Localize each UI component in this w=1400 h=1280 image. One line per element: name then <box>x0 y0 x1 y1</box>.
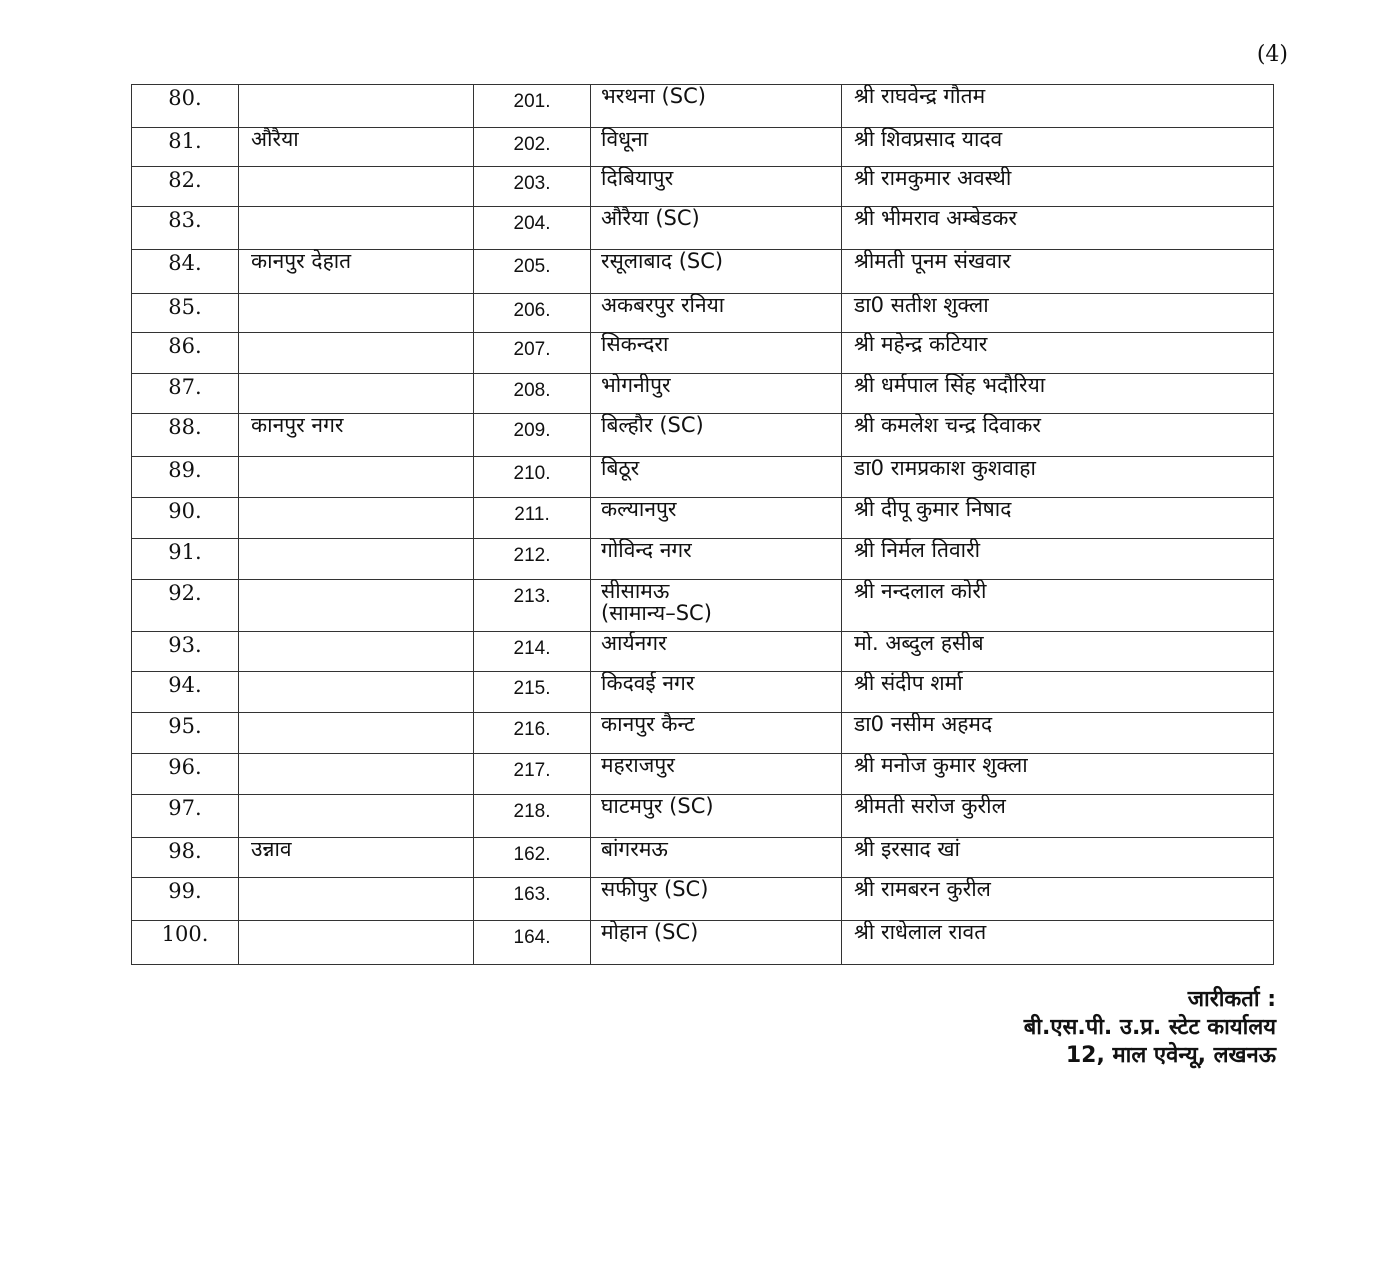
serial-number: 93. <box>132 632 239 672</box>
constituency-name-text: बिल्हौर (SC) <box>601 413 704 437</box>
table-row <box>132 795 1274 838</box>
district-name <box>239 580 474 632</box>
district-name <box>239 85 474 128</box>
serial-number: 83. <box>132 207 239 250</box>
constituency-number: 164. <box>474 921 591 965</box>
table-row <box>132 333 1274 374</box>
candidate-name: मो. अब्दुल हसीब <box>842 632 1274 672</box>
table-row <box>132 374 1274 414</box>
constituency-name <box>591 672 842 713</box>
table-row <box>132 457 1274 498</box>
constituency-name <box>591 795 842 838</box>
constituency-name <box>591 632 842 672</box>
table-row <box>132 294 1274 333</box>
serial-number: 97. <box>132 795 239 838</box>
constituency-name <box>591 414 842 457</box>
constituency-name-text: महराजपुर <box>601 753 675 777</box>
constituency-number: 218. <box>474 795 591 838</box>
constituency-number: 204. <box>474 207 591 250</box>
table-row <box>132 580 1274 632</box>
constituency-name <box>591 128 842 167</box>
constituency-name-text: कल्यानपुर <box>601 497 677 521</box>
constituency-name <box>591 878 842 921</box>
issuer-address: 12, माल एवेन्यू, लखनऊ <box>1065 1043 1276 1068</box>
constituency-name-text: बांगरमऊ <box>601 837 668 861</box>
district-name <box>239 167 474 207</box>
constituency-name-text: सिकन्दरा <box>601 332 669 356</box>
constituency-number: 206. <box>474 294 591 333</box>
serial-number: 90. <box>132 498 239 539</box>
table-row <box>132 539 1274 580</box>
constituency-name <box>591 333 842 374</box>
serial-number: 96. <box>132 754 239 795</box>
table-row <box>132 838 1274 878</box>
constituency-name <box>591 85 842 128</box>
candidate-name: डा0 नसीम अहमद <box>842 713 1274 754</box>
candidate-name: श्री महेन्द्र कटियार <box>842 333 1274 374</box>
district-name <box>239 539 474 580</box>
candidate-name: श्री शिवप्रसाद यादव <box>842 128 1274 167</box>
serial-number: 99. <box>132 878 239 921</box>
candidate-name: श्री राघवेन्द्र गौतम <box>842 85 1274 128</box>
constituency-name-text: विधूना <box>601 127 649 151</box>
table-row <box>132 167 1274 207</box>
district-name: औरैया <box>239 128 474 167</box>
serial-number: 80. <box>132 85 239 128</box>
district-name <box>239 921 474 965</box>
constituency-name <box>591 498 842 539</box>
district-name <box>239 795 474 838</box>
candidate-name: श्रीमती पूनम संखवार <box>842 250 1274 294</box>
candidate-name: श्री रामकुमार अवस्थी <box>842 167 1274 207</box>
constituency-name <box>591 207 842 250</box>
constituency-name-line2: (सामान्य–SC) <box>601 601 712 625</box>
constituency-name-text: सफीपुर (SC) <box>601 877 709 901</box>
candidate-name: श्री भीमराव अम्बेडकर <box>842 207 1274 250</box>
district-name <box>239 498 474 539</box>
constituency-name-text: दिबियापुर <box>601 166 674 190</box>
candidate-table-body <box>132 85 1274 965</box>
constituency-name <box>591 838 842 878</box>
constituency-number: 217. <box>474 754 591 795</box>
constituency-name-text: बिठूर <box>601 456 640 480</box>
table-row <box>132 250 1274 294</box>
constituency-name-text: रसूलाबाद (SC) <box>601 249 724 273</box>
serial-number: 94. <box>132 672 239 713</box>
serial-number: 88. <box>132 414 239 457</box>
candidate-name: डा0 सतीश शुक्ला <box>842 294 1274 333</box>
serial-number: 91. <box>132 539 239 580</box>
candidate-name: श्री निर्मल तिवारी <box>842 539 1274 580</box>
serial-number: 100. <box>132 921 239 965</box>
constituency-name <box>591 580 842 632</box>
constituency-name-text: सीसामऊ <box>601 579 670 603</box>
constituency-name-text: घाटमपुर (SC) <box>601 794 714 818</box>
constituency-name-text: कानपुर कैन्ट <box>601 712 695 736</box>
district-name <box>239 672 474 713</box>
serial-number: 95. <box>132 713 239 754</box>
serial-number: 89. <box>132 457 239 498</box>
district-name <box>239 754 474 795</box>
constituency-number: 213. <box>474 580 591 632</box>
district-name <box>239 878 474 921</box>
candidate-name: श्री नन्दलाल कोरी <box>842 580 1274 632</box>
serial-number: 82. <box>132 167 239 207</box>
constituency-number: 211. <box>474 498 591 539</box>
constituency-name-text: भरथना (SC) <box>601 84 706 108</box>
candidate-name: डा0 रामप्रकाश कुशवाहा <box>842 457 1274 498</box>
constituency-number: 212. <box>474 539 591 580</box>
constituency-name <box>591 250 842 294</box>
constituency-name-text: भोगनीपुर <box>601 373 671 397</box>
table-row <box>132 128 1274 167</box>
table-row <box>132 672 1274 713</box>
district-name <box>239 207 474 250</box>
district-name <box>239 713 474 754</box>
constituency-number: 163. <box>474 878 591 921</box>
constituency-name-text: मोहान (SC) <box>601 920 699 944</box>
candidate-name: श्री धर्मपाल सिंह भदौरिया <box>842 374 1274 414</box>
table-row <box>132 85 1274 128</box>
district-name <box>239 294 474 333</box>
serial-number: 81. <box>132 128 239 167</box>
candidate-table <box>131 84 1274 965</box>
candidate-name: श्री राधेलाल रावत <box>842 921 1274 965</box>
constituency-name <box>591 754 842 795</box>
constituency-name-text: औरैया (SC) <box>601 206 700 230</box>
serial-number: 84. <box>132 250 239 294</box>
district-name <box>239 457 474 498</box>
candidate-name: श्रीमती सरोज कुरील <box>842 795 1274 838</box>
constituency-number: 210. <box>474 457 591 498</box>
serial-number: 86. <box>132 333 239 374</box>
issuer-office: बी.एस.पी. उ.प्र. स्टेट कार्यालय <box>1023 1015 1276 1040</box>
constituency-name <box>591 539 842 580</box>
constituency-name <box>591 374 842 414</box>
constituency-name <box>591 457 842 498</box>
candidate-name: श्री इरसाद खां <box>842 838 1274 878</box>
constituency-number: 214. <box>474 632 591 672</box>
candidate-name: श्री दीपू कुमार निषाद <box>842 498 1274 539</box>
table-row <box>132 713 1274 754</box>
candidate-name: श्री कमलेश चन्द्र दिवाकर <box>842 414 1274 457</box>
constituency-number: 209. <box>474 414 591 457</box>
candidate-name: श्री संदीप शर्मा <box>842 672 1274 713</box>
constituency-number: 215. <box>474 672 591 713</box>
constituency-number: 216. <box>474 713 591 754</box>
constituency-number: 162. <box>474 838 591 878</box>
serial-number: 85. <box>132 294 239 333</box>
candidate-name: श्री रामबरन कुरील <box>842 878 1274 921</box>
issuer-block <box>820 986 1276 1070</box>
table-row <box>132 632 1274 672</box>
table-row <box>132 207 1274 250</box>
constituency-number: 208. <box>474 374 591 414</box>
constituency-number: 203. <box>474 167 591 207</box>
district-name <box>239 374 474 414</box>
constituency-number: 205. <box>474 250 591 294</box>
constituency-name <box>591 921 842 965</box>
district-name: कानपुर देहात <box>239 250 474 294</box>
constituency-name <box>591 167 842 207</box>
serial-number: 98. <box>132 838 239 878</box>
district-name <box>239 632 474 672</box>
district-name <box>239 333 474 374</box>
constituency-name-text: आर्यनगर <box>601 631 667 655</box>
constituency-name-text: अकबरपुर रनिया <box>601 293 725 317</box>
serial-number: 92. <box>132 580 239 632</box>
table-row <box>132 921 1274 965</box>
constituency-name-text: गोविन्द नगर <box>601 538 692 562</box>
district-name: कानपुर नगर <box>239 414 474 457</box>
constituency-name-text: किदवई नगर <box>601 671 695 695</box>
table-row <box>132 754 1274 795</box>
constituency-number: 202. <box>474 128 591 167</box>
constituency-number: 201. <box>474 85 591 128</box>
issuer-label: जारीकर्ता : <box>1187 987 1276 1012</box>
page-number: (4) <box>1256 42 1288 67</box>
district-name: उन्नाव <box>239 838 474 878</box>
constituency-name <box>591 294 842 333</box>
candidate-name: श्री मनोज कुमार शुक्ला <box>842 754 1274 795</box>
constituency-name <box>591 713 842 754</box>
table-row <box>132 414 1274 457</box>
serial-number: 87. <box>132 374 239 414</box>
table-row <box>132 498 1274 539</box>
constituency-number: 207. <box>474 333 591 374</box>
table-row <box>132 878 1274 921</box>
